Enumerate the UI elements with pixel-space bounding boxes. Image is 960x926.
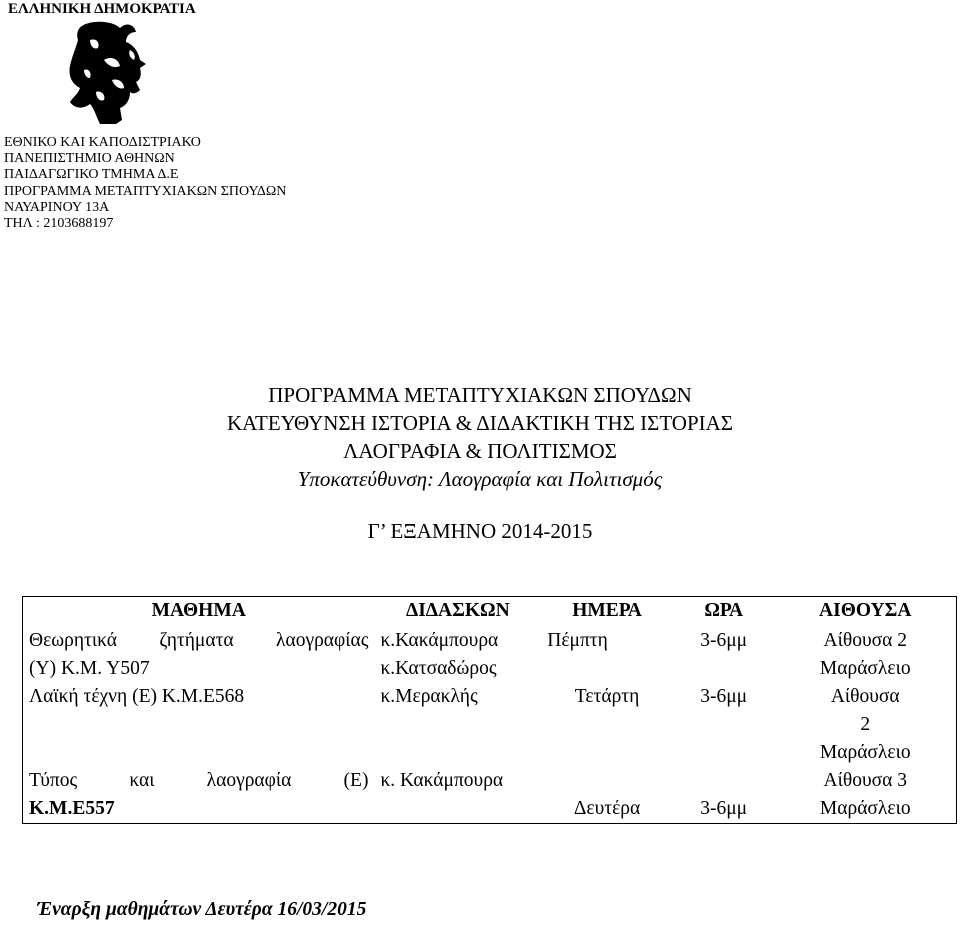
institution-line: ΠΑΝΕΠΙΣΤΗΜΙΟ ΑΘΗΝΩΝ bbox=[4, 151, 175, 167]
header-day: ΗΜΕΡΑ bbox=[572, 600, 642, 621]
room-cell bbox=[775, 767, 957, 824]
header-room: ΑΙΘΟΥΣΑ bbox=[819, 600, 912, 621]
room-name: Αίθουσα 2 bbox=[823, 630, 907, 651]
room-name: Αίθουσα bbox=[830, 686, 900, 707]
day-cell: Πέμπτη bbox=[547, 630, 608, 651]
room-building: Μαράσλειο bbox=[819, 798, 911, 819]
sub-direction-title: Υποκατεύθυνση: Λαογραφία και Πολιτισμός bbox=[297, 467, 663, 491]
program-title-block bbox=[0, 381, 960, 493]
header-lesson: ΜΑΘΗΜΑ bbox=[151, 600, 246, 621]
schedule-table bbox=[22, 596, 957, 824]
room-name: Αίθουσα 3 bbox=[823, 770, 907, 791]
semester-title: Γ’ ΕΞΑΜΗΝΟ 2014-2015 bbox=[367, 519, 593, 543]
institution-line: ΕΘΝΙΚΟ ΚΑΙ ΚΑΠΟΔΙΣΤΡΙΑΚΟ bbox=[4, 135, 201, 150]
day-cell: Δευτέρα bbox=[573, 798, 641, 819]
time-cell: 3-6μμ bbox=[700, 798, 748, 819]
room-number: 2 bbox=[860, 714, 871, 735]
day-cell: Τετάρτη bbox=[574, 686, 640, 707]
header-time: ΩΡΑ bbox=[704, 600, 744, 621]
institution-block bbox=[4, 135, 286, 232]
institution-phone: ΤΗΛ : 2103688197 bbox=[4, 216, 114, 232]
table-row bbox=[23, 767, 957, 824]
teacher-name: κ.Κατσαδώρος bbox=[380, 658, 497, 679]
lesson-name: Θεωρητικά ζητήματα λαογραφίας bbox=[29, 630, 369, 651]
institution-line: ΝΑΥΑΡΙΝΟΥ 13Α bbox=[4, 199, 110, 215]
lesson-cell bbox=[23, 627, 375, 683]
lesson-name: Τύπος και λαογραφία (Ε) bbox=[29, 770, 369, 791]
lesson-code: Κ.Μ.Ε557 bbox=[29, 798, 115, 819]
header-teacher: ΔΙΔΑΣΚΩΝ bbox=[405, 600, 510, 621]
lesson-cell bbox=[23, 767, 375, 824]
direction-title: ΚΑΤΕΥΘΥΝΣΗ ΙΣΤΟΡΙΑ & ΔΙΔΑΚΤΙΚΗ ΤΗΣ ΙΣΤΟΡΙΑΣ bbox=[226, 411, 734, 435]
teacher-name: κ.Κακάμπουρα bbox=[380, 630, 499, 651]
teacher-cell bbox=[374, 683, 541, 767]
lesson-cell bbox=[23, 683, 375, 767]
room-cell bbox=[775, 627, 957, 683]
room-building: Μαράσλειο bbox=[819, 658, 911, 679]
lesson-name: Λαϊκή τέχνη (Ε) Κ.Μ.Ε568 bbox=[29, 686, 245, 707]
teacher-name: κ. Κακάμπουρα bbox=[380, 770, 504, 791]
lesson-code: (Υ) Κ.Μ. Υ507 bbox=[29, 658, 150, 679]
table-row bbox=[23, 683, 957, 767]
time-cell: 3-6μμ bbox=[700, 630, 748, 651]
program-title: ΠΡΟΓΡΑΜΜΑ ΜΕΤΑΠΤΥΧΙΑΚΩΝ ΣΠΟΥΔΩΝ bbox=[268, 383, 692, 407]
room-building: Μαράσλειο bbox=[819, 742, 911, 763]
table-row bbox=[23, 627, 957, 683]
table-header-row bbox=[23, 597, 957, 628]
time-cell: 3-6μμ bbox=[700, 686, 748, 707]
country-heading: ΕΛΛΗΝΙΚΗ ΔΗΜΟΚΡΑΤΙΑ bbox=[8, 1, 196, 17]
teacher-cell bbox=[374, 627, 541, 683]
course-start-note: Έναρξη μαθημάτων Δευτέρα 16/03/2015 bbox=[37, 899, 367, 920]
teacher-name: κ.Μερακλής bbox=[380, 686, 478, 707]
athena-head-logo bbox=[60, 20, 160, 128]
institution-line: ΠΡΟΓΡΑΜΜΑ ΜΕΤΑΠΤΥΧΙΑΚΩΝ ΣΠΟΥΔΩΝ bbox=[4, 183, 287, 199]
specialization-title: ΛΑΟΓΡΑΦΙΑ & ΠΟΛΙΤΙΣΜΟΣ bbox=[343, 439, 617, 463]
teacher-cell bbox=[374, 767, 541, 824]
room-cell bbox=[775, 683, 957, 767]
institution-line: ΠΑΙΔΑΓΩΓΙΚΟ ΤΜΗΜΑ Δ.Ε bbox=[4, 167, 179, 183]
